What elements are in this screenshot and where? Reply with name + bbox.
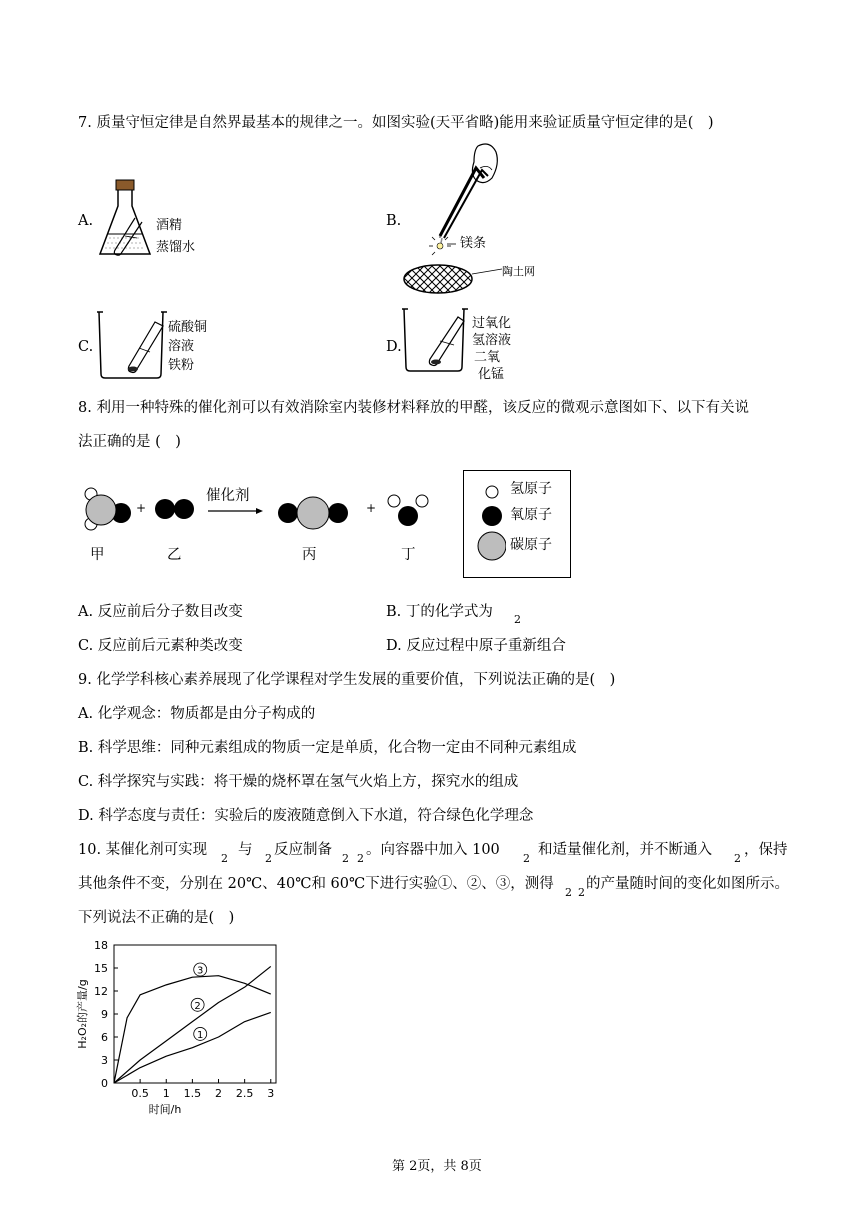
q7-a-flask-figure [95, 178, 165, 260]
q7-b-label-ceramic-net: 陶土网 [502, 265, 535, 278]
q8-name-yi: 乙 [167, 547, 182, 563]
q7-a-label-alcohol: 酒精 [156, 218, 183, 233]
q7-d-label-mno2-1: 二氧 [474, 350, 501, 365]
x-tick-label: 2.5 [235, 1087, 254, 1100]
q9-option-b: B. 科学思维：同种元素组成的物质一定是单质，化合物一定由不同种元素组成 [78, 740, 577, 756]
q7-stem: 7. 质量守恒定律是自然界最基本的规律之一。如图实验(天平省略)能用来验证质量守恒定律的是( ) [78, 115, 714, 131]
x-axis-label: 时间/h [148, 1103, 182, 1115]
y-tick-label: 12 [94, 985, 108, 998]
q10-line2-sub-1: 2 [565, 886, 572, 899]
legend-carbon-icon [478, 532, 506, 560]
q10-line1-a: 10. 某催化剂可实现 [78, 842, 208, 858]
q10-sub-5: 2 [523, 852, 530, 865]
molecule-formaldehyde [85, 488, 131, 530]
legend-carbon-label: 碳原子 [510, 537, 552, 553]
series-label-1: 1 [197, 1029, 204, 1041]
x-tick-label: 0.5 [131, 1087, 149, 1100]
q8-name-ding: 丁 [401, 547, 416, 563]
q7-option-a-letter: A. [78, 213, 94, 229]
q7-d-label-mno2-2: 化锰 [478, 367, 505, 382]
page-footer: 第 2页，共 8页 [392, 1159, 482, 1174]
q10-line1-b: 与 [238, 842, 253, 858]
q8-option-c: C. 反应前后元素种类改变 [78, 638, 243, 654]
molecule-water [388, 495, 428, 526]
x-tick-label: 1 [162, 1087, 170, 1100]
legend-hydrogen-label: 氢原子 [510, 481, 552, 497]
q9-option-a: A. 化学观念：物质都是由分子构成的 [78, 706, 316, 722]
q10-line1-c: 反应制备 [274, 842, 332, 858]
series-label-3: 3 [197, 965, 204, 977]
q7-d-label-peroxide-2: 氢溶液 [472, 333, 512, 348]
q9-option-c: C. 科学探究与实践：将干燥的烧杯罩在氢气火焰上方，探究水的组成 [78, 774, 519, 790]
q10-line1-d: 。向容器中加入 100 [366, 842, 500, 858]
q9-stem: 9. 化学学科核心素养展现了化学课程对学生发展的重要价值，下列说法正确的是( ) [78, 672, 616, 688]
q10-sub-3: 2 [342, 852, 349, 865]
y-axis-label: H₂O₂的产量/g [76, 979, 89, 1049]
q10-line1-f: ，保持 [744, 842, 788, 858]
molecule-oxygen [155, 499, 194, 519]
q7-option-d-letter: D. [386, 339, 402, 355]
x-tick-label: 3 [267, 1087, 275, 1100]
q7-c-beaker-figure [95, 308, 173, 380]
legend-oxygen-icon [482, 506, 502, 526]
q8-stem-line2: 法正确的是 ( ) [78, 434, 181, 450]
y-tick-label: 9 [101, 1008, 108, 1021]
q7-option-b-letter: B. [386, 213, 402, 229]
q8-option-b: B. 丁的化学式为 [386, 604, 493, 620]
q8-stem-line1: 8. 利用一种特殊的催化剂可以有效消除室内装修材料释放的甲醛，该反应的微观示意图如下、以下有关说 [78, 400, 749, 416]
q8-catalyst-label: 催化剂 [206, 488, 250, 504]
q7-d-beaker-figure [400, 305, 470, 373]
y-tick-label: 18 [94, 939, 108, 952]
q7-c-label-solution: 溶液 [168, 339, 195, 354]
q10-line2-sub-2: 2 [578, 886, 585, 899]
q10-yield-chart [68, 935, 288, 1115]
series-line-1 [114, 1012, 271, 1083]
q8-option-d: D. 反应过程中原子重新组合 [386, 638, 566, 654]
x-tick-label: 2 [215, 1087, 223, 1100]
q8-legend-box [463, 470, 571, 578]
legend-hydrogen-icon [486, 486, 498, 498]
x-tick-label: 1.5 [183, 1087, 202, 1100]
q10-line1-e: 和适量催化剂，并不断通入 [538, 842, 712, 858]
q10-line3: 下列说法不正确的是( ) [78, 910, 235, 926]
series-line-3 [114, 976, 271, 1083]
q10-sub-6: 2 [734, 852, 741, 865]
q8-plus-2: + [366, 501, 377, 515]
q10-sub-2: 2 [265, 852, 272, 865]
legend-oxygen-label: 氧原子 [510, 507, 552, 523]
y-tick-label: 3 [101, 1054, 108, 1067]
q7-c-label-iron-powder: 铁粉 [168, 358, 195, 373]
q10-line2-a: 其他条件不变，分别在 20℃、40℃和 60℃下进行实验①、②、③，测得 [78, 876, 554, 892]
q7-b-label-magnesium: 镁条 [460, 236, 487, 251]
q7-b-magnesium-figure [400, 138, 510, 298]
q10-sub-4: 2 [357, 852, 364, 865]
q7-a-label-water: 蒸馏水 [156, 240, 196, 255]
q8-name-bing: 丙 [302, 547, 317, 563]
y-tick-label: 0 [101, 1077, 108, 1090]
q8-name-jia: 甲 [90, 547, 105, 563]
q8-plus-1: + [136, 501, 147, 515]
q8-reaction-diagram [80, 478, 440, 568]
y-tick-label: 15 [94, 962, 108, 975]
molecule-carbon-dioxide [278, 497, 348, 529]
q10-line2-b: 的产量随时间的变化如图所示。 [586, 876, 789, 892]
q7-d-label-peroxide-1: 过氧化 [472, 316, 512, 331]
q7-option-c-letter: C. [78, 339, 94, 355]
y-tick-label: 6 [101, 1031, 108, 1044]
q7-c-label-copper-sulfate: 硫酸铜 [168, 320, 208, 335]
q9-option-d: D. 科学态度与责任：实验后的废液随意倒入下水道，符合绿色化学理念 [78, 808, 534, 824]
q8-option-b-subscript: 2 [514, 613, 521, 626]
q10-sub-1: 2 [221, 852, 228, 865]
series-label-2: 2 [194, 1000, 201, 1012]
q8-option-a: A. 反应前后分子数目改变 [78, 604, 243, 620]
